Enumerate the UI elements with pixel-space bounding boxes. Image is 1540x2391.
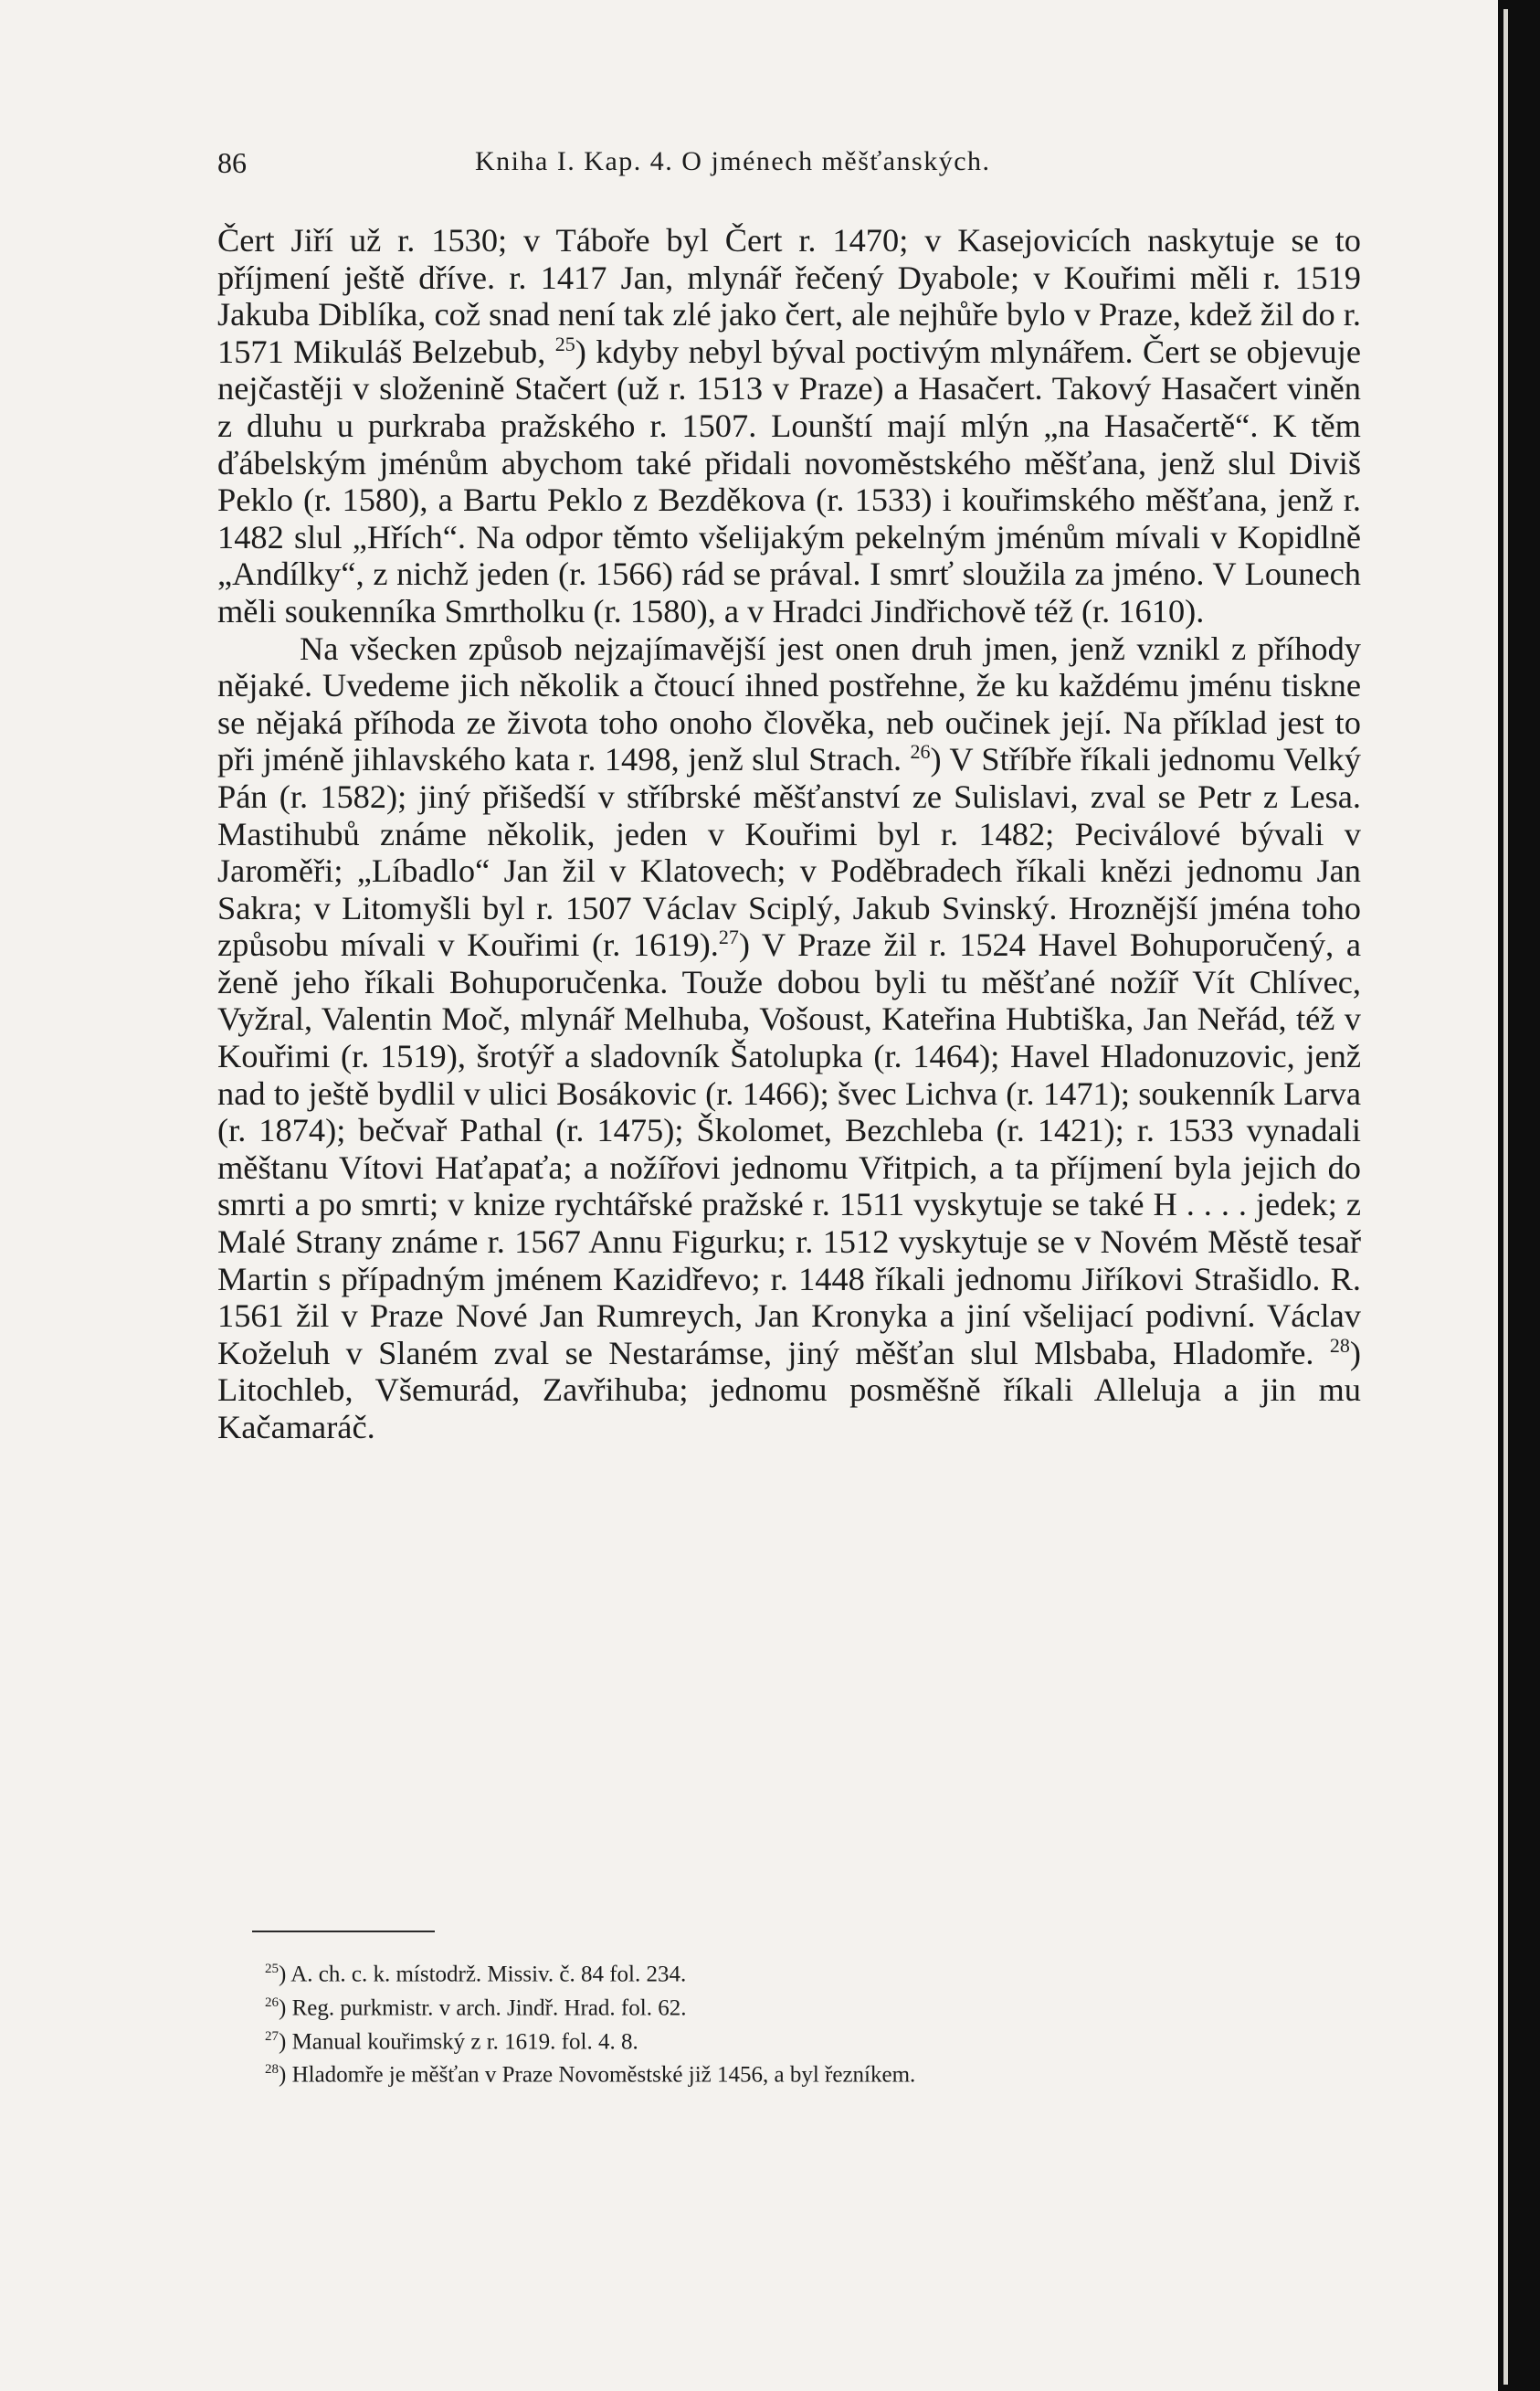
footnote: $^{27}$) Manual kouřimský z r. 1619. fol. 4. 8. [265, 2028, 638, 2054]
footnote-separator [252, 1931, 435, 1932]
footnote: $^{26}$) Reg. purkmistr. v arch. Jindř. Hrad. fol. 62. [265, 1994, 687, 2021]
running-head: Kniha I. Kap. 4. O jménech měšťanských. [475, 146, 991, 176]
footnote: $^{25}$) A. ch. c. k. místodrž. Missiv. č. 84 fol. 234. [265, 1962, 687, 1987]
next-page-edge [1503, 9, 1508, 2385]
page-header [217, 146, 1341, 192]
footnote-ref-25: 25 [554, 332, 575, 355]
paragraph-2: Na všecken způsob nejzajímavější jest onen druh jmen, jenž vznikl z příhody nějaké. Uvedeme jich několik a čtoucí ihned postřehne, že ku každému jménu tiskne se nějaká příhoda ze života toho onoho člověka, neb oučinek její. Na příklad jest to při jméně jihlavského kata r. 1498, jenž slul Strach. $^{26}$) V Stříbře říkali jednomu Velký Pán (r. 1582); jiný přišedší v stříbrské měšťanství ze Sulislavi, zval se Petr z Lesa. Mastihubů známe několik, jeden v Kouřimi byl r. 1482; Peciválové bývali v Jaroměři; „Líbadlo“ Jan žil v Klatovech; v Poděbradech říkali knězi jednomu Jan Sakra; v Litomyšli byl r. 1507 Václav Sciplý, Jakub Svinský. Hroznější jména toho způsobu mívali v Kouřimi (r. 1619).$^{27}$) V Praze žil r. 1524 Havel Bohuporučený, a ženě jeho říkali Bohuporučenka. Touže dobou byli tu měšťané nožíř Vít Chlívec, Vyžral, Valentin Moč, mlynář Melhuba, Vošoust, Kateřina Hubtiška, Jan Neřád, též v Kouřimi (r. 1519), šrotýř a sladovník Šatolupka (r. 1464); Havel Hladonuzovic, jenž nad to ještě bydlil v ulici Bosákovic (r. 1466); švec Lichva (r. 1471); soukenník Larva (r. 1874); bečvař Pathal (r. 1475); Školomet, Bezchleba (r. 1421); r. 1533 vynadali měštanu Vítovi Haťapaťa; a nožířovi jednomu Vřitpich, a ta příjmení byla jejich do smrti a po smrti; v knize rychtářské pražské r. 1511 vyskytuje se také H . . . . jedek; z Malé Strany známe r. 1567 Annu Figurku; r. 1512 vyskytuje se v Novém Městě tesař Martin s případným jménem Kazidřevo; r. 1448 říkali jednomu Jiříkovi Strašidlo. R. 1561 žil v Praze Nové Jan Rumreych, Jan Kronyka a jiní všelijací podivní. Václav Koželuh v Slaném zval se Nestarámse, jiný měšťan slul Mlsbaba, Hladomře. $^{28}$) Litochleb, Všemurád, Zavřihuba; jednomu posměšně říkali Alleluja a jin mu Kačamaráč. [217, 629, 1361, 1445]
footnote-ref-26: 26 [910, 740, 931, 764]
footnote-ref-28: 28 [1329, 1333, 1350, 1357]
scan-edge [1498, 0, 1540, 2391]
body-text [217, 222, 1361, 1446]
footnotes [265, 1955, 1379, 2089]
footnote-ref-27: 27 [718, 926, 739, 949]
page-number: 86 [217, 146, 247, 179]
footnote: $^{28}$) Hladomře je měšťan v Praze Novoměstské již 1456, a byl řezníkem. [265, 2062, 916, 2088]
paragraph-1: Čert Jiří už r. 1530; v Táboře byl Čert r. 1470; v Kasejovicích naskytuje se to příjmení ještě dříve. r. 1417 Jan, mlynář řečený Dyabole; v Kouřimi měli r. 1519 Jakuba Diblíka, což snad není tak zlé jako čert, ale nejhůře bylo v Praze, kdež žil do r. 1571 Mikuláš Belzebub, $^{25}$) kdyby nebyl býval poctivým mlynářem. Čert se objevuje nejčastěji v složenině Stačert (už r. 1513 v Praze) a Hasačert. Takový Hasačert viněn z dluhu u purkraba pražského r. 1507. Lounští mají mlýn „na Hasačertě“. K těm ďábelským jménům abychom také přidali novoměstského měšťana, jenž slul Diviš Peklo (r. 1580), a Bartu Peklo z Bezděkova (r. 1533) i kouřimského měšťana, jenž r. 1482 slul „Hřích“. Na odpor těmto všelijakým pekelným jménům mívali v Kopidlně „Andílky“, z nichž jeden (r. 1566) rád se prával. I smrť sloužila za jméno. V Lounech měli soukenníka Smrtholku (r. 1580), a v Hradci Jindřichově též (r. 1610). [217, 222, 1361, 629]
